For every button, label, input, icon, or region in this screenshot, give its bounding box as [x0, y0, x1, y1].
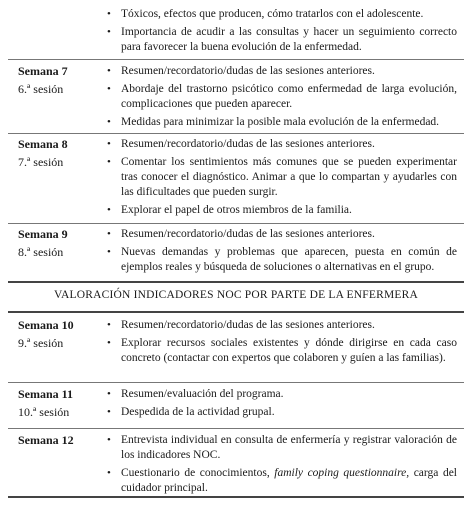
- week-title: Semana 8: [18, 137, 68, 151]
- questionnaire-name: family coping questionnaire,: [274, 467, 410, 479]
- week-label: [18, 64, 68, 97]
- list-item: • Entrevista individual en consulta de enfermería y registrar valoración de los indicadores NOC.: [107, 434, 457, 461]
- list-item: • Resumen/recordatorio/dudas de las sesiones anteriores.: [107, 228, 375, 240]
- bullet-icon: •: [107, 204, 111, 216]
- divider: [8, 382, 464, 383]
- week-items: [107, 318, 457, 369]
- bullet-icon: •: [107, 228, 111, 240]
- divider: [8, 59, 464, 60]
- bullet-icon: •: [107, 467, 111, 479]
- list-item: • Resumen/recordatorio/dudas de las sesiones anteriores.: [107, 65, 375, 77]
- list-item: • Explorar el papel de otros miembros de la familia.: [107, 204, 352, 216]
- session-label: 6.ª sesión: [18, 82, 64, 96]
- week-title: Semana 10: [18, 318, 74, 332]
- section-title: VALORACIÓN INDICADORES NOC POR PARTE DE LA ENFERMERA: [53, 289, 418, 301]
- list-item: • Resumen/recordatorio/dudas de las sesiones anteriores.: [107, 319, 375, 331]
- session-label: 7.ª sesión: [18, 155, 64, 169]
- bullet-icon: •: [107, 26, 111, 38]
- week-title: Semana 7: [18, 64, 68, 78]
- divider: [8, 133, 464, 134]
- bullet-icon: •: [107, 65, 111, 77]
- week-title: Semana 12: [18, 433, 74, 447]
- week-items: [107, 137, 457, 221]
- week-label: [18, 387, 73, 420]
- continued-items: [107, 7, 457, 58]
- list-item: • Abordaje del trastorno psicótico como enfermedad de larga evolución, complicaciones que pueden aparecer.: [107, 83, 457, 110]
- week-label: [18, 137, 68, 170]
- divider: [8, 428, 464, 429]
- bullet-icon: •: [107, 8, 111, 20]
- list-item: • Resumen/recordatorio/dudas de las sesiones anteriores.: [107, 138, 375, 150]
- week-label: [18, 433, 74, 448]
- bullet-icon: •: [107, 337, 111, 349]
- list-item: • Explorar recursos sociales existentes y dónde dirigirse en cada caso concreto (contactar con expertos que colaboren y guíen a las familias).: [107, 337, 457, 364]
- week-title: Semana 11: [18, 387, 74, 401]
- session-label: 10.ª sesión: [18, 405, 70, 419]
- bullet-icon: •: [107, 156, 111, 168]
- bullet-icon: •: [107, 83, 111, 95]
- section-divider: [8, 311, 464, 313]
- bullet-icon: •: [107, 319, 111, 331]
- week-label: [18, 227, 68, 260]
- list-item: • Comentar los sentimientos más comunes que se pueden experimentar tras conocer el diagnóstico. Animar a que lo compartan y ayudarles con las dificultades que pueden surgir.: [107, 156, 457, 198]
- session-label: 8.ª sesión: [18, 245, 64, 259]
- week-items: [107, 227, 457, 278]
- week-items: [107, 64, 457, 133]
- list-item: • Nuevas demandas y problemas que aparecen, puesta en común de ejemplos reales y búsqueda de soluciones o alternativas en el grupo.: [107, 246, 457, 273]
- list-item: • Resumen/evaluación del programa.: [107, 388, 284, 400]
- program-table: [8, 0, 464, 511]
- week-label: [18, 318, 74, 351]
- week-items: [107, 387, 457, 423]
- list-item: • Medidas para minimizar la posible mala evolución de la enfermedad.: [107, 116, 440, 128]
- bullet-icon: •: [107, 406, 111, 418]
- week-title: Semana 9: [18, 227, 68, 241]
- bullet-icon: •: [107, 116, 111, 128]
- section-divider: [8, 281, 464, 283]
- table-bottom-border: [8, 496, 464, 498]
- divider: [8, 223, 464, 224]
- list-item: • Importancia de acudir a las consultas y hacer un seguimiento correcto para favorecer la buena evolución de la enfermedad.: [107, 26, 457, 53]
- list-item: • Despedida de la actividad grupal.: [107, 406, 275, 418]
- list-item: • Cuestionario de conocimientos, family coping questionnaire, carga del cuidador principal.: [107, 467, 457, 494]
- bullet-icon: •: [107, 388, 111, 400]
- bullet-icon: •: [107, 246, 111, 258]
- session-label: 9.ª sesión: [18, 336, 64, 350]
- week-items: [107, 433, 457, 499]
- list-item: • Tóxicos, efectos que producen, cómo tratarlos con el adolescente.: [107, 8, 424, 20]
- bullet-icon: •: [107, 434, 111, 446]
- bullet-icon: •: [107, 138, 111, 150]
